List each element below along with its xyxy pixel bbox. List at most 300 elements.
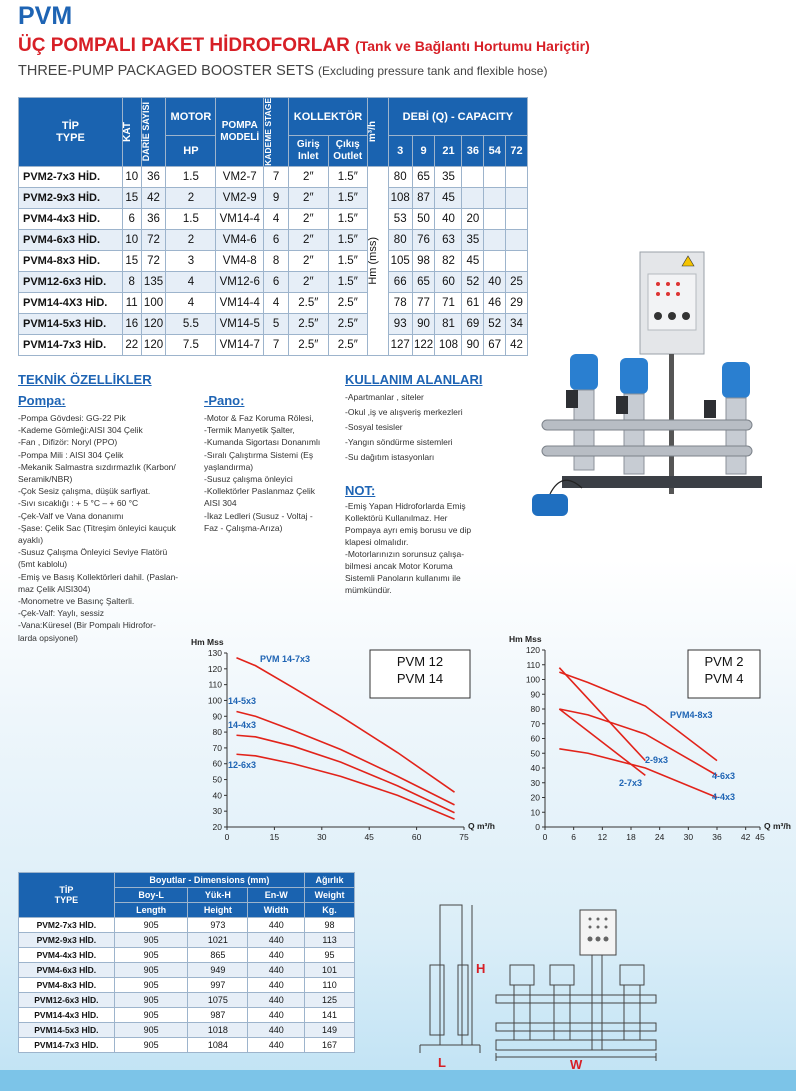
cell-flow-0: 127 bbox=[388, 334, 412, 355]
dim-cell-l: 905 bbox=[114, 978, 188, 993]
label-w: W bbox=[570, 1057, 583, 1072]
dim-th-tip: TİP TYPE bbox=[19, 873, 115, 918]
cell-kat: 6 bbox=[122, 208, 141, 229]
cell-giris: 2.5″ bbox=[289, 313, 328, 334]
dim-cell-tip: PVM4-8x3 HİD. bbox=[19, 978, 115, 993]
cell-hp: 1.5 bbox=[166, 166, 216, 187]
list-item: yaşlandırma) bbox=[204, 461, 254, 472]
cell-flow-4 bbox=[484, 187, 506, 208]
dim-cell-w: 440 bbox=[248, 933, 305, 948]
dim-row bbox=[19, 1008, 355, 1023]
cell-flow-1: 76 bbox=[412, 229, 435, 250]
dim-cell-l: 905 bbox=[114, 1008, 188, 1023]
dim-cell-tip: PVM14-7x3 HİD. bbox=[19, 1038, 115, 1053]
cell-cikis: 2.5″ bbox=[328, 334, 367, 355]
th-flow-2: 21 bbox=[435, 136, 462, 167]
table-row bbox=[19, 166, 528, 187]
dim-cell-l: 905 bbox=[114, 1023, 188, 1038]
dim-th-width: Width bbox=[248, 903, 305, 918]
y-tick-label: 130 bbox=[207, 648, 222, 658]
cell-darie: 72 bbox=[141, 229, 166, 250]
y-tick-label: 90 bbox=[212, 711, 222, 722]
cell-flow-4: 67 bbox=[484, 334, 506, 355]
series-label: PVM 14-7x3 bbox=[260, 654, 311, 664]
cell-flow-3 bbox=[462, 166, 484, 187]
cell-flow-5: 29 bbox=[506, 292, 528, 313]
list-item: -Termik Manyetik Şalter, bbox=[204, 425, 295, 436]
series-label: 14-5x3 bbox=[228, 696, 257, 706]
cell-hm-unit bbox=[367, 166, 388, 355]
dimension-drawing bbox=[400, 895, 700, 1070]
list-item: larda opsiyonel) bbox=[18, 632, 79, 643]
cell-kat: 11 bbox=[122, 292, 141, 313]
cell-flow-2: 108 bbox=[435, 334, 462, 355]
dim-row bbox=[19, 1038, 355, 1053]
cell-flow-0: 105 bbox=[388, 250, 412, 271]
list-item: -Kademe Gömleği:AISI 304 Çelik bbox=[18, 425, 143, 436]
dim-th-weight: Weight bbox=[305, 888, 355, 903]
dim-cell-kg: 141 bbox=[305, 1008, 355, 1023]
cell-hp: 5.5 bbox=[166, 313, 216, 334]
y-tick-label: 80 bbox=[530, 704, 540, 714]
list-item: -Kollektörler Paslanmaz Çelik bbox=[204, 486, 316, 497]
dim-cell-l: 905 bbox=[114, 963, 188, 978]
cell-flow-1: 87 bbox=[412, 187, 435, 208]
series-line bbox=[559, 668, 645, 761]
hm-label: Hm (mss) bbox=[366, 237, 379, 285]
cell-darie: 72 bbox=[141, 250, 166, 271]
dim-cell-tip: PVM2-9x3 HİD. bbox=[19, 933, 115, 948]
cell-hp: 7.5 bbox=[166, 334, 216, 355]
cell-kademe: 4 bbox=[264, 292, 289, 313]
list-item: -Çek-Valf: Yaylı, sessiz bbox=[18, 608, 104, 619]
list-item: -Susuz Çalışma Önleyici Seviye Flatörü bbox=[18, 547, 168, 558]
x-tick-label: 60 bbox=[411, 832, 422, 842]
dim-th-en: En-W bbox=[248, 888, 305, 903]
th-flow-3: 36 bbox=[462, 136, 484, 167]
x-tick-label: 12 bbox=[597, 832, 608, 842]
th-kat: KAT bbox=[122, 98, 141, 167]
cell-flow-2: 45 bbox=[435, 187, 462, 208]
cell-flow-0: 108 bbox=[388, 187, 412, 208]
cell-flow-3: 69 bbox=[462, 313, 484, 334]
dim-cell-kg: 125 bbox=[305, 993, 355, 1008]
cell-flow-3: 35 bbox=[462, 229, 484, 250]
list-item: Faz - Çalışma-Arıza) bbox=[204, 522, 283, 533]
x-tick-label: 30 bbox=[317, 832, 327, 842]
dim-cell-kg: 110 bbox=[305, 978, 355, 993]
dim-row bbox=[19, 918, 355, 933]
cell-flow-4: 52 bbox=[484, 313, 506, 334]
cell-giris: 2″ bbox=[289, 166, 328, 187]
dim-cell-h: 1084 bbox=[188, 1038, 248, 1053]
cell-flow-5: 42 bbox=[506, 334, 528, 355]
dim-row bbox=[19, 993, 355, 1008]
cell-flow-0: 53 bbox=[388, 208, 412, 229]
cell-pompa: VM12-6 bbox=[216, 271, 264, 292]
cell-darie: 36 bbox=[141, 166, 166, 187]
th-pompa: POMPA MODELİ bbox=[216, 98, 264, 167]
tech-title: TEKNİK ÖZELLİKLER bbox=[18, 372, 152, 387]
cell-tip: PVM14-5x3 HİD. bbox=[19, 313, 123, 334]
series-label: 4-6x3 bbox=[712, 771, 736, 781]
list-item: -Emiş ve Basış Kollektörleri dahil. (Paslan- bbox=[18, 571, 179, 582]
th-darie: DARİE SAYISI bbox=[141, 98, 166, 167]
x-axis-label: Q m³/h bbox=[468, 821, 495, 831]
dim-cell-h: 1075 bbox=[188, 993, 248, 1008]
list-item: -Susuz çalışma önleyici bbox=[204, 474, 293, 485]
y-tick-label: 10 bbox=[530, 807, 540, 818]
dim-cell-kg: 113 bbox=[305, 933, 355, 948]
series-label: 12-6x3 bbox=[228, 760, 257, 770]
series-line bbox=[236, 735, 454, 813]
y-tick-label: 40 bbox=[212, 790, 222, 801]
th-tip: TİP TYPE bbox=[19, 98, 123, 167]
dim-cell-tip: PVM2-7x3 HİD. bbox=[19, 918, 115, 933]
dim-cell-l: 905 bbox=[114, 933, 188, 948]
y-tick-label: 20 bbox=[212, 822, 222, 832]
cell-cikis: 1.5″ bbox=[328, 250, 367, 271]
cell-hp: 1.5 bbox=[166, 208, 216, 229]
cell-tip: PVM14-7x3 HİD. bbox=[19, 334, 123, 355]
cell-flow-5: 34 bbox=[506, 313, 528, 334]
list-item: -Çok Sesiz çalışma, düşük sarfiyat. bbox=[18, 486, 151, 497]
cell-flow-0: 66 bbox=[388, 271, 412, 292]
y-tick-label: 0 bbox=[535, 822, 540, 832]
page-title-model: PVM bbox=[18, 2, 73, 30]
pompa-title: Pompa: bbox=[18, 393, 66, 408]
dim-row bbox=[19, 933, 355, 948]
list-item: Kollektörü Kullanılmaz. Her bbox=[345, 513, 448, 523]
cell-giris: 2″ bbox=[289, 250, 328, 271]
title-turkish bbox=[18, 35, 590, 57]
cell-flow-1: 65 bbox=[412, 271, 435, 292]
y-tick-label: 40 bbox=[530, 763, 540, 773]
chart-pvm12-14 bbox=[182, 637, 504, 845]
dim-cell-tip: PVM4-6x3 HİD. bbox=[19, 963, 115, 978]
x-tick-label: 45 bbox=[364, 832, 374, 842]
cell-flow-0: 80 bbox=[388, 166, 412, 187]
list-item: -Monometre ve Basınç Şalterli. bbox=[18, 596, 135, 607]
cell-flow-3: 61 bbox=[462, 292, 484, 313]
cell-kademe: 4 bbox=[264, 208, 289, 229]
cell-flow-4: 40 bbox=[484, 271, 506, 292]
chart-title-line1: PVM 12 bbox=[396, 654, 444, 669]
y-tick-label: 120 bbox=[207, 663, 222, 674]
cell-flow-3: 45 bbox=[462, 250, 484, 271]
label-l: L bbox=[438, 1055, 446, 1070]
list-item: -Vana:Küresel (Bir Pompalı Hidrofor- bbox=[18, 620, 156, 631]
dim-cell-h: 949 bbox=[188, 963, 248, 978]
y-tick-label: 110 bbox=[208, 679, 222, 690]
y-tick-label: 70 bbox=[212, 742, 222, 753]
cell-darie: 42 bbox=[141, 187, 166, 208]
cell-kat: 15 bbox=[122, 187, 141, 208]
cell-cikis: 2.5″ bbox=[328, 292, 367, 313]
th-giris: Giriş Inlet bbox=[289, 136, 328, 167]
cell-flow-2: 71 bbox=[435, 292, 462, 313]
y-tick-label: 60 bbox=[212, 758, 222, 769]
x-tick-label: 30 bbox=[683, 832, 694, 842]
note-list bbox=[345, 500, 515, 596]
cell-cikis: 1.5″ bbox=[328, 208, 367, 229]
dim-cell-h: 865 bbox=[188, 948, 248, 963]
list-item: klapesi olmalıdır. bbox=[345, 537, 409, 547]
dim-row bbox=[19, 948, 355, 963]
cell-giris: 2.5″ bbox=[289, 334, 328, 355]
cell-flow-2: 81 bbox=[435, 313, 462, 334]
x-tick-label: 15 bbox=[269, 832, 280, 842]
cell-flow-4 bbox=[484, 250, 506, 271]
dim-th-yuk: Yük-H bbox=[188, 888, 248, 903]
dim-cell-tip: PVM14-5x3 HİD. bbox=[19, 1023, 115, 1038]
cell-flow-4 bbox=[484, 208, 506, 229]
th-unit: m³/h bbox=[367, 98, 388, 167]
cell-kat: 15 bbox=[122, 250, 141, 271]
y-tick-label: 50 bbox=[212, 774, 222, 785]
usage-title: KULLANIM ALANLARI bbox=[345, 372, 483, 387]
dim-cell-kg: 98 bbox=[305, 918, 355, 933]
table-row bbox=[19, 229, 528, 250]
list-item: -Mekanik Salmastra sızdırmazlık (Karbon/ bbox=[18, 461, 176, 472]
cell-kat: 10 bbox=[122, 229, 141, 250]
th-flow-0: 3 bbox=[388, 136, 412, 167]
table-row bbox=[19, 292, 528, 313]
y-tick-label: 70 bbox=[530, 718, 540, 729]
dim-row bbox=[19, 963, 355, 978]
dim-cell-kg: 101 bbox=[305, 963, 355, 978]
dim-cell-kg: 167 bbox=[305, 1038, 355, 1053]
list-item: -Motorlarınızın sorunsuz çalışa- bbox=[345, 549, 465, 559]
cell-kat: 10 bbox=[122, 166, 141, 187]
cell-pompa: VM4-8 bbox=[216, 250, 264, 271]
cell-kademe: 7 bbox=[264, 166, 289, 187]
dim-th-length: Length bbox=[114, 903, 188, 918]
y-tick-label: 100 bbox=[207, 695, 222, 706]
series-line bbox=[559, 749, 717, 798]
cell-kat: 16 bbox=[122, 313, 141, 334]
dim-th-kg: Kg. bbox=[305, 903, 355, 918]
cell-darie: 120 bbox=[141, 313, 166, 334]
series-label: 4-4x3 bbox=[712, 792, 736, 802]
cell-giris: 2″ bbox=[289, 229, 328, 250]
dim-cell-w: 440 bbox=[248, 978, 305, 993]
table-row bbox=[19, 313, 528, 334]
dim-cell-h: 1021 bbox=[188, 933, 248, 948]
series-label: 2-9x3 bbox=[645, 755, 669, 765]
cell-pompa: VM2-9 bbox=[216, 187, 264, 208]
cell-kademe: 5 bbox=[264, 313, 289, 334]
list-item: -Okul ,iş ve alışveriş merkezleri bbox=[345, 407, 463, 417]
list-item: -Su dağıtım istasyonları bbox=[345, 452, 435, 462]
cell-pompa: VM14-5 bbox=[216, 313, 264, 334]
dim-th-boyutlar: Boyutlar - Dimensions (mm) bbox=[114, 873, 304, 888]
th-hp: HP bbox=[166, 136, 216, 167]
chart-pvm2-4 bbox=[500, 634, 792, 845]
list-item: -Kumanda Sigortası Donanımlı bbox=[204, 437, 321, 448]
y-tick-label: 100 bbox=[525, 674, 540, 685]
y-tick-label: 60 bbox=[530, 733, 540, 744]
x-tick-label: 0 bbox=[224, 832, 230, 842]
performance-table bbox=[18, 97, 528, 356]
cell-darie: 36 bbox=[141, 208, 166, 229]
usage-list bbox=[345, 390, 515, 465]
series-label: 2-7x3 bbox=[619, 778, 643, 788]
list-item: -Pompa Mili : AISI 304 Çelik bbox=[18, 449, 124, 460]
x-tick-label: 45 bbox=[755, 832, 765, 842]
cell-darie: 135 bbox=[141, 271, 166, 292]
dim-th-boy: Boy-L bbox=[114, 888, 188, 903]
y-tick-label: 30 bbox=[530, 777, 540, 788]
cell-pompa: VM2-7 bbox=[216, 166, 264, 187]
chart-title-line2: PVM 4 bbox=[704, 671, 744, 686]
list-item: mümkündür. bbox=[345, 585, 392, 595]
x-tick-label: 36 bbox=[712, 832, 722, 842]
dim-cell-tip: PVM14-4x3 HİD. bbox=[19, 1008, 115, 1023]
cell-flow-1: 65 bbox=[412, 166, 435, 187]
label-h: H bbox=[476, 961, 486, 976]
cell-hp: 2 bbox=[166, 229, 216, 250]
cell-pompa: VM14-7 bbox=[216, 334, 264, 355]
y-axis-label: Hm Mss bbox=[191, 637, 224, 647]
dim-cell-w: 440 bbox=[248, 993, 305, 1008]
cell-flow-2: 35 bbox=[435, 166, 462, 187]
dim-cell-w: 440 bbox=[248, 948, 305, 963]
x-tick-label: 42 bbox=[740, 832, 751, 842]
th-cikis: Çıkış Outlet bbox=[328, 136, 367, 167]
list-item: Pompaya ayrı emiş borusu ve dip bbox=[345, 525, 472, 535]
cell-flow-5 bbox=[506, 166, 528, 187]
cell-flow-4 bbox=[484, 166, 506, 187]
cell-tip: PVM2-9x3 HİD. bbox=[19, 187, 123, 208]
cell-flow-3: 52 bbox=[462, 271, 484, 292]
cell-flow-5 bbox=[506, 208, 528, 229]
cell-flow-0: 80 bbox=[388, 229, 412, 250]
cell-flow-2: 60 bbox=[435, 271, 462, 292]
x-tick-label: 6 bbox=[571, 832, 577, 842]
dim-cell-w: 440 bbox=[248, 918, 305, 933]
title-en-note: (Excluding pressure tank and flexible hose) bbox=[318, 64, 548, 78]
dim-cell-w: 440 bbox=[248, 1008, 305, 1023]
cell-flow-5 bbox=[506, 187, 528, 208]
chart-title-line2: PVM 14 bbox=[396, 671, 444, 686]
title-tr-note: (Tank ve Bağlantı Hortumu Hariçtir) bbox=[355, 38, 590, 54]
list-item: Sistemli Panoların kullanımı ile bbox=[345, 573, 461, 583]
booster-set-photo bbox=[522, 250, 788, 526]
list-item: -Çek-Valf ve Vana donanımı bbox=[18, 510, 124, 521]
cell-kat: 8 bbox=[122, 271, 141, 292]
list-item: (5mt kablolu) bbox=[18, 559, 68, 570]
cell-darie: 100 bbox=[141, 292, 166, 313]
series-label: PVM4-8x3 bbox=[670, 710, 713, 720]
cell-flow-3: 20 bbox=[462, 208, 484, 229]
dim-cell-kg: 95 bbox=[305, 948, 355, 963]
series-label: 14-4x3 bbox=[228, 720, 257, 730]
cell-flow-3: 90 bbox=[462, 334, 484, 355]
title-tr-main: ÜÇ POMPALI PAKET HİDROFORLAR bbox=[18, 35, 350, 56]
cell-pompa: VM14-4 bbox=[216, 208, 264, 229]
cell-kat: 22 bbox=[122, 334, 141, 355]
x-tick-label: 75 bbox=[459, 832, 469, 842]
list-item: ayaklı) bbox=[18, 535, 44, 546]
cell-hp: 4 bbox=[166, 271, 216, 292]
y-tick-label: 30 bbox=[212, 806, 222, 817]
dim-cell-l: 905 bbox=[114, 948, 188, 963]
cell-giris: 2.5″ bbox=[289, 292, 328, 313]
th-flow-1: 9 bbox=[412, 136, 435, 167]
pano-list bbox=[204, 412, 344, 534]
table-row bbox=[19, 334, 528, 355]
cell-giris: 2″ bbox=[289, 271, 328, 292]
note-title: NOT: bbox=[345, 483, 376, 498]
dim-cell-tip: PVM4-4x3 HİD. bbox=[19, 948, 115, 963]
dim-th-height: Height bbox=[188, 903, 248, 918]
dim-cell-l: 905 bbox=[114, 1038, 188, 1053]
dim-cell-l: 905 bbox=[114, 993, 188, 1008]
cell-tip: PVM4-8x3 HİD. bbox=[19, 250, 123, 271]
y-tick-label: 20 bbox=[530, 792, 540, 803]
cell-kademe: 8 bbox=[264, 250, 289, 271]
th-kollektor: KOLLEKTÖR bbox=[289, 98, 368, 136]
list-item: -Pompa Gövdesi: GG-22 Pik bbox=[18, 413, 126, 423]
cell-cikis: 1.5″ bbox=[328, 229, 367, 250]
table-row bbox=[19, 271, 528, 292]
list-item: -Motor & Faz Koruma Rölesi, bbox=[204, 413, 314, 423]
y-tick-label: 50 bbox=[530, 748, 540, 759]
dim-th-agirlik: Ağırlık bbox=[305, 873, 355, 888]
cell-flow-1: 90 bbox=[412, 313, 435, 334]
list-item: -Sosyal tesisler bbox=[345, 422, 403, 432]
cell-darie: 120 bbox=[141, 334, 166, 355]
dim-row bbox=[19, 978, 355, 993]
y-axis-label: Hm Mss bbox=[509, 634, 542, 644]
list-item: bilmesi ancak Motor Koruma bbox=[345, 561, 453, 571]
cell-kademe: 7 bbox=[264, 334, 289, 355]
title-en-main: THREE-PUMP PACKAGED BOOSTER SETS bbox=[18, 63, 314, 79]
cell-flow-2: 63 bbox=[435, 229, 462, 250]
list-item: maz Çelik AISI304) bbox=[18, 583, 91, 594]
cell-flow-1: 50 bbox=[412, 208, 435, 229]
dim-cell-w: 440 bbox=[248, 1023, 305, 1038]
dim-row bbox=[19, 1023, 355, 1038]
list-item: -Apartmanlar , siteler bbox=[345, 392, 424, 402]
cell-cikis: 1.5″ bbox=[328, 187, 367, 208]
dim-cell-l: 905 bbox=[114, 918, 188, 933]
list-item: -Emiş Yapan Hidroforlarda Emiş bbox=[345, 501, 466, 511]
cell-cikis: 1.5″ bbox=[328, 271, 367, 292]
chart-title-line1: PVM 2 bbox=[704, 654, 744, 669]
y-tick-label: 80 bbox=[212, 727, 222, 738]
cell-giris: 2″ bbox=[289, 208, 328, 229]
cell-tip: PVM2-7x3 HİD. bbox=[19, 166, 123, 187]
list-item: -Şase: Çelik Sac (Titreşim önleyici kauçuk bbox=[18, 522, 176, 533]
dim-cell-h: 987 bbox=[188, 1008, 248, 1023]
cell-flow-1: 98 bbox=[412, 250, 435, 271]
dim-cell-w: 440 bbox=[248, 963, 305, 978]
cell-flow-4 bbox=[484, 229, 506, 250]
y-tick-label: 110 bbox=[526, 659, 540, 670]
th-flow-5: 72 bbox=[506, 136, 528, 167]
list-item: -Fan , Difizör: Noryl (PPO) bbox=[18, 437, 118, 448]
dim-cell-h: 997 bbox=[188, 978, 248, 993]
dim-cell-w: 440 bbox=[248, 1038, 305, 1053]
list-item: Seramik/NBR) bbox=[18, 474, 73, 485]
list-item: AISI 304 bbox=[204, 498, 237, 509]
cell-flow-1: 122 bbox=[412, 334, 435, 355]
cell-giris: 2″ bbox=[289, 187, 328, 208]
cell-kademe: 6 bbox=[264, 229, 289, 250]
table-row bbox=[19, 208, 528, 229]
